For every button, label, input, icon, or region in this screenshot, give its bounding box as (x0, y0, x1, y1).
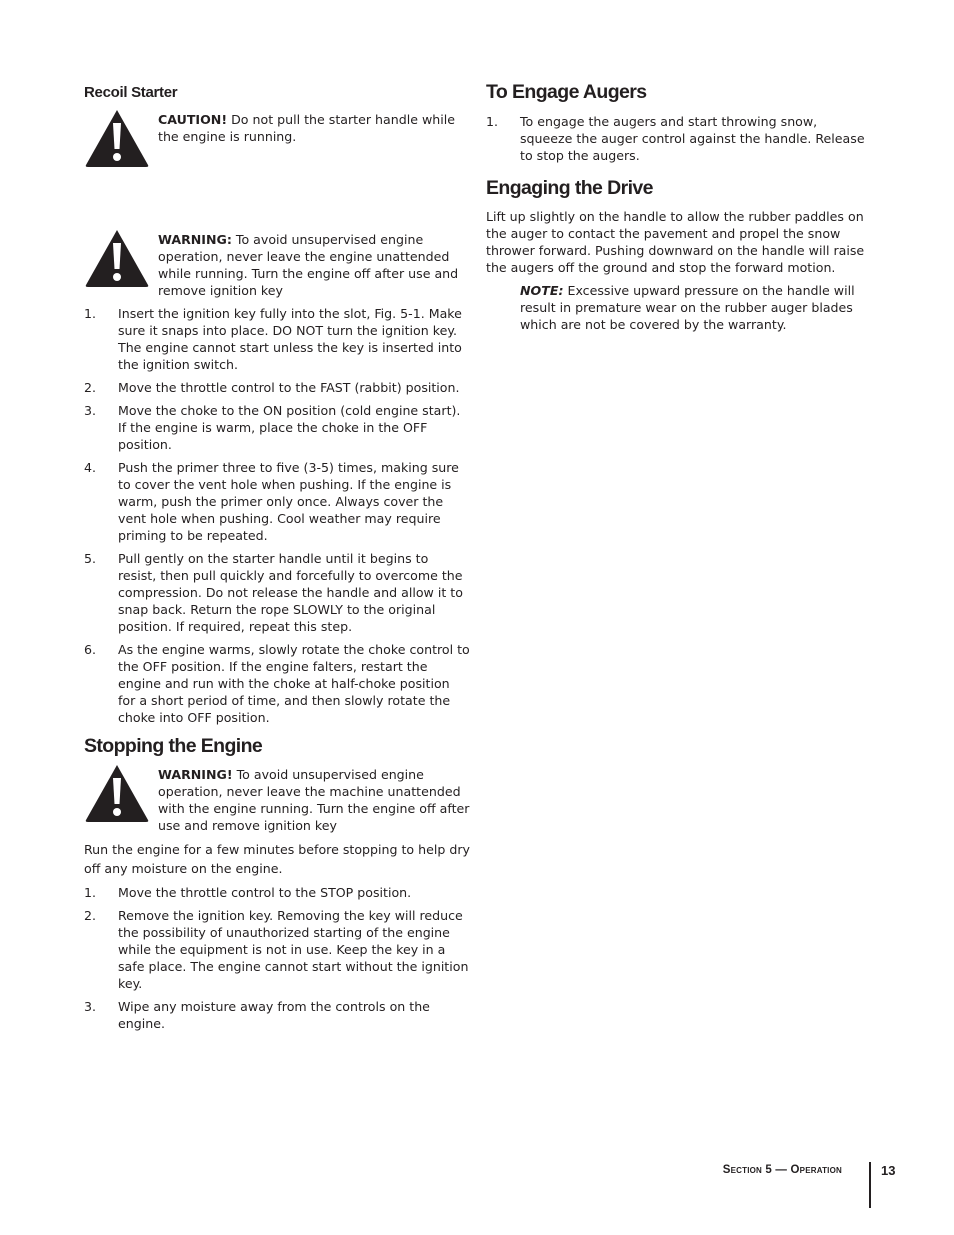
caution-label: CAUTION! (158, 112, 228, 127)
step-number: 2. (84, 380, 97, 395)
step-number: 4. (84, 460, 97, 475)
list-item (84, 402, 470, 453)
step-text: Insert the ignition key fully into the slot, Fig. 5-1. Make sure it snaps into place. DO NOT turn the ignition key. The engine cannot start unless the key is inserted into the ignition switch. (118, 306, 462, 372)
step-text: Pull gently on the starter handle until it begins to resist, then pull quickly and forcefully to overcome the compression. Do not release the handle and allow it to snap back. Return the rope SLOWLY to the original position. If required, repeat this step. (118, 551, 463, 634)
step-number: 3. (84, 403, 97, 418)
stopping-engine-heading: Stopping the Engine (84, 735, 263, 757)
stopping-warning-body: To avoid unsupervised engine operation, never leave the machine unattended with the engine running. Turn the engine off after use and remove ignition key (158, 767, 470, 833)
stopping-warning-label: WARNING! (158, 767, 233, 782)
note-body: Excessive upward pressure on the handle will result in premature wear on the rubber auger blades which are not be covered by the warranty. (520, 283, 855, 332)
step-text: Move the choke to the ON position (cold engine start). If the engine is warm, place the choke in the OFF position. (118, 403, 461, 452)
drive-note (520, 282, 866, 333)
recoil-warning-body: To avoid unsupervised engine operation, never leave the engine unattended while running. Turn the engine off after use and remove ignition key (158, 232, 459, 298)
step-text: Remove the ignition key. Removing the key will reduce the possibility of unauthorized starting of the engine while the equipment is not in use. Keep the key in a safe place. The engine cannot start without the ignition key. (118, 908, 469, 991)
footer-divider (869, 1162, 871, 1208)
augers-steps-list (486, 113, 866, 164)
list-item (84, 641, 470, 726)
list-item (84, 550, 470, 635)
caution-body: Do not pull the starter handle while the engine is running. (158, 112, 455, 144)
step-text: Wipe any moisture away from the controls on the engine. (118, 999, 430, 1031)
step-text: Push the primer three to five (3-5) times, making sure to cover the vent hole when pushing. If the engine is warm, push the primer only once. Always cover the vent hole when pushing. Cool weather may require priming to be repeated. (118, 460, 459, 543)
stopping-intro: Run the engine for a few minutes before stopping to help dry off any moisture on the engine. (84, 842, 470, 876)
stopping-warning-text (158, 766, 470, 834)
warning-triangle-icon (84, 108, 150, 168)
section-title: Section 5 — Operation (722, 1164, 842, 1176)
list-item (84, 998, 470, 1032)
right-column (486, 80, 866, 333)
page-footer (700, 1162, 896, 1208)
list-item (84, 907, 470, 992)
page-number: 13 (881, 1163, 896, 1178)
step-number: 2. (84, 908, 97, 923)
list-item (84, 459, 470, 544)
step-number: 1. (84, 306, 97, 321)
step-number: 6. (84, 642, 97, 657)
caution-text (158, 111, 470, 145)
list-item (84, 305, 470, 373)
step-text: As the engine warms, slowly rotate the choke control to the OFF position. If the engine falters, restart the engine and run with the choke at half-choke position for a short period of time, and then slowly rotate the choke into OFF position. (118, 642, 470, 725)
drive-body: Lift up slightly on the handle to allow the rubber paddles on the auger to contact the pavement and propel the snow thrower forward. Pushing downward on the handle will raise the augers off the ground and stop the forward motion. (486, 209, 865, 275)
step-text: To engage the augers and start throwing snow, squeeze the auger control against the handle. Release to stop the augers. (520, 114, 865, 163)
engaging-drive-heading: Engaging the Drive (486, 177, 653, 199)
stopping-warning-alert (84, 766, 470, 834)
step-number: 3. (84, 999, 97, 1014)
recoil-steps-list (84, 305, 470, 726)
recoil-starter-heading: Recoil Starter (84, 84, 178, 101)
step-number: 5. (84, 551, 97, 566)
step-number: 1. (486, 114, 499, 129)
step-text: Move the throttle control to the FAST (rabbit) position. (118, 380, 460, 395)
list-item (486, 113, 866, 164)
warning-triangle-icon (84, 228, 150, 288)
caution-alert (84, 111, 470, 197)
list-item (84, 379, 470, 396)
note-label: NOTE: (520, 283, 564, 298)
step-text: Move the throttle control to the STOP position. (118, 885, 412, 900)
recoil-warning-text (158, 231, 470, 299)
warning-triangle-icon (84, 763, 150, 823)
stopping-steps-list (84, 884, 470, 1032)
recoil-warning-alert (84, 231, 470, 299)
recoil-warning-label: WARNING: (158, 232, 232, 247)
engage-augers-heading: To Engage Augers (486, 81, 647, 103)
step-number: 1. (84, 885, 97, 900)
left-column (84, 80, 470, 1038)
list-item (84, 884, 470, 901)
